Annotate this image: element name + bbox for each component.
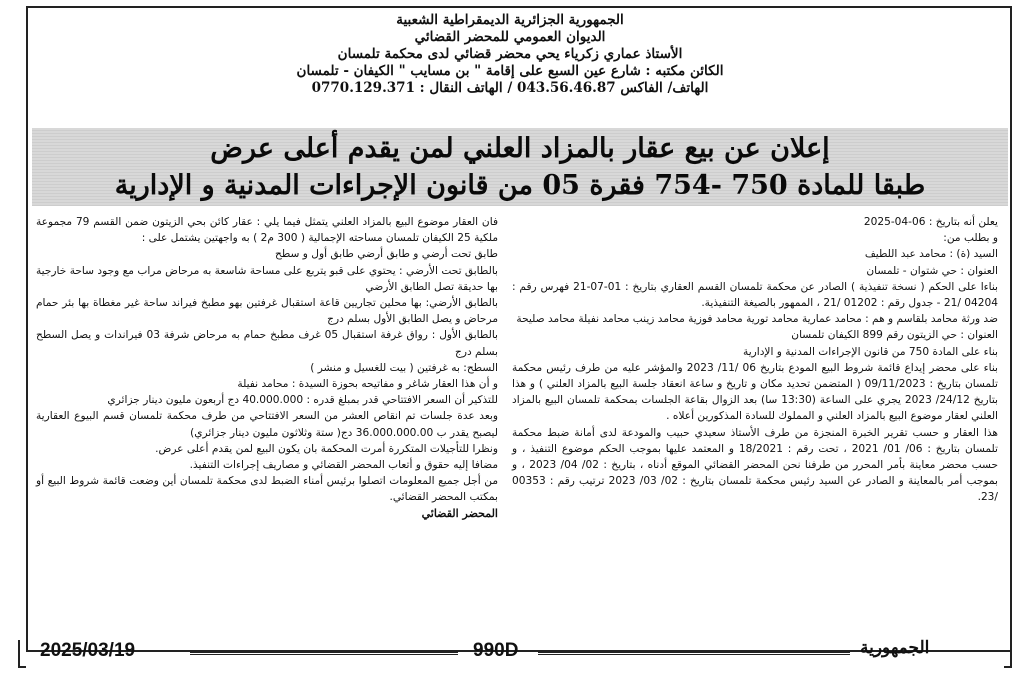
paragraph: طابق تحت أرضي و طابق أرضي طابق أول و سطح <box>275 248 498 261</box>
paragraph: مضافا إليه حقوق و أتعاب المحضر القضائي و مصاريف إجراءات التنفيذ. <box>189 459 498 472</box>
paragraph: يعلن أنه بتاريخ : 06-04-2025 <box>863 216 998 228</box>
notice-subtitle: طبقا للمادة 750 -754 فقرة 05 من قانون الإجراءات المدنية و الإدارية <box>114 170 926 201</box>
paragraph: بناء على المادة 750 من قانون الإجراءات المدنية و الإدارية <box>743 345 998 358</box>
notice-title: إعلان عن بيع عقار بالمزاد العلني لمن يقدم أعلى عرض <box>210 133 830 164</box>
newspaper-brand: الجمهورية <box>860 638 930 658</box>
paragraph: للتذكير أن السعر الافتتاحي قدر بمبلغ قدره : 40.000.000 دج أربعون مليون دينار جزائري <box>107 394 498 407</box>
title-banner <box>32 128 1008 206</box>
bailiff-signature: المحضر القضائي <box>421 506 498 520</box>
paragraph: و أن هذا العقار شاغر و مفاتيحه بحوزة السيدة : محامد نفيلة <box>237 378 498 391</box>
header-republic: الجمهورية الجزائرية الديمقراطية الشعبية <box>396 12 624 28</box>
footer-corner-left <box>18 640 26 668</box>
footer-rule <box>190 652 458 655</box>
header-office: الديوان العمومي للمحضر القضائي <box>414 29 606 45</box>
paragraph: وبعد عدة جلسات تم انقاص العشر من السعر الافتتاحي من طرف محكمة تلمسان قسم البيوع العقارية ليصبح يقدر ب 36.000.000.00 دج( ستة وثلاثون مليون دينار جزائري) <box>36 410 498 439</box>
left-column <box>36 214 498 522</box>
paragraph: من أجل جميع المعلومات اتصلوا برئيس أمناء الضبط لدى محكمة تلمسان أين وضعت قائمة شروط البيع أو بمكتب المحضر القضائي. <box>36 475 498 504</box>
paragraph: السطح: به غرفتين ( بيت للغسيل و منشر ) <box>310 361 498 374</box>
paragraph: ونظرا للتأجيلات المتكررة أمرت المحكمة بان يكون البيع لمن يقدم أعلى عرض. <box>155 442 498 455</box>
paragraph: فان العقار موضوع البيع بالمزاد العلني يتمثل فيما يلي : عقار كائن بحي الزيتون ضمن القسم 79 مجموعة ملكية 25 الكيفان تلمسان مساحته الإجمالية ( 300 م2 ) به واجهتين يشتمل على : <box>36 216 499 245</box>
paragraph: بناءا على الحكم ( نسخة تنفيذية ) الصادر عن محكمة تلمسان القسم العقاري بتاريخ : 01-07-21 فهرس رقم : 04204 /21 - جدول رقم : 01202 /21 ، الممهور بالصيغة التنفيذية. <box>512 280 998 310</box>
paragraph: بالطابق الأرضي: بها محلين تجاريين قاعة استقبال غرفتين بهو مطبخ فيراند ساحة غير مغطاة بها بئر حمام مرحاض و يصل الطابق الأول بسلم درج <box>36 297 498 326</box>
footer-date: 2025/03/19 <box>40 640 136 661</box>
header-bailiff-name: الأستاذ عماري زكرياء يحي محضر قضائي لدى محكمة تلمسان <box>337 46 683 62</box>
paragraph: السيد (ة) : محامد عبد اللطيف <box>864 248 998 261</box>
paragraph: العنوان : حي شتوان - تلمسان <box>866 264 998 277</box>
footer-rule <box>538 652 850 655</box>
header-address: الكائن مكتبه : شارع عين السبع على إقامة " بن مسايب " الكيفان - تلمسان <box>296 63 724 79</box>
paragraph: و بطلب من: <box>943 232 998 245</box>
footer-corner-right <box>1004 640 1012 668</box>
header-phone: الهاتف/ الفاكس 043.56.46.87 / الهاتف النقال : 0770.129.371 <box>311 80 709 96</box>
paragraph: ضد ورثة محامد بلقاسم و هم : محامد عمارية محامد تورية محامد فوزية محامد زينب محامد نفيلة محامد صليحة <box>516 313 998 326</box>
bailiff-header <box>200 12 820 97</box>
page-footer <box>18 640 1008 666</box>
paragraph: هذا العقار و حسب تقرير الخبرة المنجزة من طرف الأستاذ سعيدي حبيب والمودعة لدى أمانة ضبط محكمة تلمسان بتاريخ : 06/ 01/ 2021 ، تحت رقم : 18/2021 و المعتمد عليها بموجب الحكم موضوع التنفيذ ، و حسب محضر معاينة بأمر المحرر من طرفنا نحن المحضر القضائي الموقع أدناه ، بتاريخ : 02/ 04/ 2023 ، و بموجب أمر بالمعاينة و الصادر عن السيد رئيس محكمة تلمسان بتاريخ : 02/ 03/ 2023 ترتيب رقم : 00353 /23. <box>512 426 999 504</box>
right-column <box>512 214 998 506</box>
paragraph: بالطابق تحت الأرضي : يحتوي على قبو يتربع على مساحة شاسعة به مرحاض مراب مع وجود ساحة خارجية بها حديقة تصل الطابق الأرضي <box>36 264 498 293</box>
paragraph: بناء على محضر إيداع قائمة شروط البيع المودع بتاريخ 06 /11/ 2023 والمؤشر عليه من طرف رئيس محكمة تلمسان بتاريخ : 09/11/2023 ( المتضمن تحديد مكان و تاريخ و ساعة انعقاد جلسة البيع بالمزاد العلني ) و هذا بتاريخ 24/12/ 2023 يجري على الساعة (13:30 سا) بعد الزوال بقاعة الجلسات بمحكمة تلمسان البيع بالمزاد العلني لعقار موضوع البيع بالمزاد العلني و المملوك للسادة المذكورين أعلاه . <box>512 361 999 423</box>
paragraph: بالطابق الأول : رواق غرفة استقبال 05 غرف مطبخ حمام به مرحاض شرفة 03 فيراندات و يصل السطح بسلم درج <box>36 329 498 358</box>
footer-code: 990D <box>473 640 519 661</box>
paragraph: العنوان : حي الزيتون رقم 899 الكيفان تلمسان <box>791 329 998 342</box>
